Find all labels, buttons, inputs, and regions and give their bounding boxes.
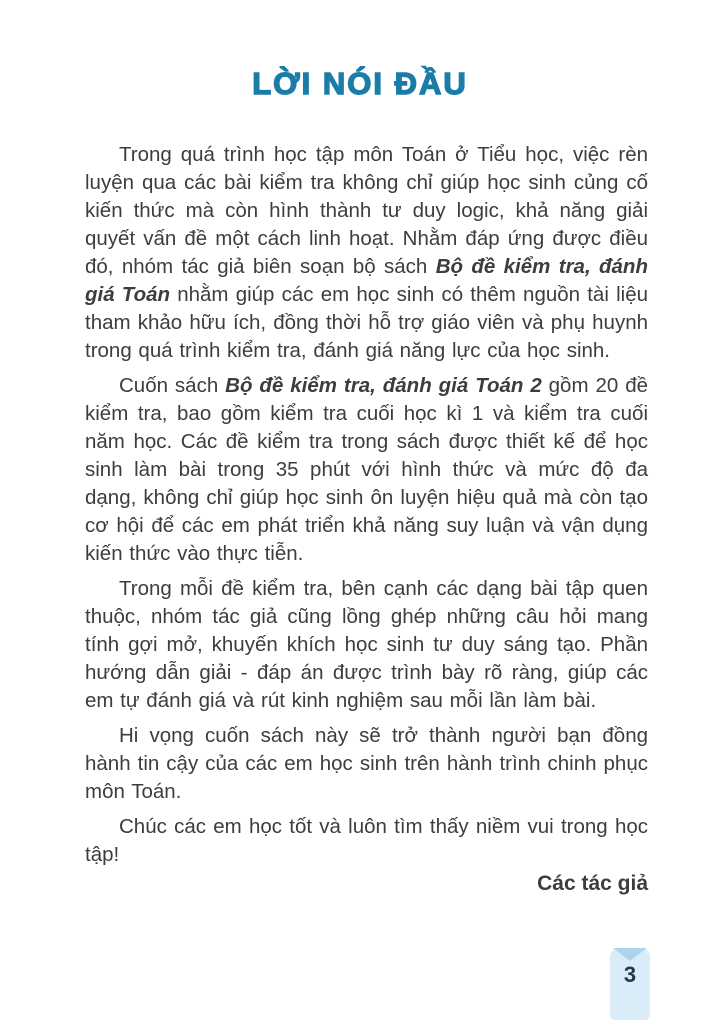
text-segment: Bộ đề kiểm tra, đánh giá Toán bbox=[85, 255, 648, 306]
paragraph bbox=[85, 372, 648, 568]
preface-body bbox=[85, 141, 648, 876]
page-number-tab bbox=[610, 948, 650, 1020]
text-segment: Cuốn sách bbox=[119, 374, 226, 397]
text-segment: Bộ đề kiểm tra, đánh giá Toán 2 bbox=[225, 374, 542, 397]
chevron-down-icon bbox=[613, 948, 647, 961]
paragraph bbox=[85, 813, 648, 869]
text-segment: Chúc các em học tốt và luôn tìm thấy niềm vui trong học tập! bbox=[85, 815, 648, 866]
text-segment: Hi vọng cuốn sách này sẽ trở thành người bạn đồng hành tin cậy của các em học sinh trên hành trình chinh phục môn Toán. bbox=[85, 724, 648, 803]
text-segment: gồm 20 đề kiểm tra, bao gồm kiểm tra cuối học kì 1 và kiểm tra cuối năm học. Các đề kiểm tra trong sách được thiết kế để học sinh làm bài trong 35 phút với hình thức và mức độ đa dạng, không chỉ giúp học sinh ôn luyện hiệu quả mà còn tạo cơ hội để các em phát triển khả năng suy luận và vận dụng kiến thức vào thực tiễn. bbox=[85, 374, 648, 565]
text-segment: Trong quá trình học tập môn Toán ở Tiểu học, việc rèn luyện qua các bài kiểm tra không chỉ giúp học sinh củng cố kiến thức mà còn hình thành tư duy logic, khả năng giải quyết vấn đề một cách linh hoạt. Nhằm đáp ứng được điều đó, nhóm tác giả biên soạn bộ sách bbox=[85, 143, 648, 278]
page-title: LỜI NÓI ĐẦU bbox=[252, 66, 468, 101]
authors-signature: Các tác giả bbox=[537, 872, 648, 895]
text-segment: nhằm giúp các em học sinh có thêm nguồn tài liệu tham khảo hữu ích, đồng thời hỗ trợ giáo viên và phụ huynh trong quá trình kiểm tra, đánh giá năng lực của học sinh. bbox=[85, 283, 648, 362]
text-segment: Trong mỗi đề kiểm tra, bên cạnh các dạng bài tập quen thuộc, nhóm tác giả cũng lồng ghép những câu hỏi mang tính gợi mở, khuyến khích học sinh tư duy sáng tạo. Phần hướng dẫn giải - đáp án được trình bày rõ ràng, giúp các em tự đánh giá và rút kinh nghiệm sau mỗi lần làm bài. bbox=[85, 577, 648, 712]
paragraph bbox=[85, 722, 648, 806]
paragraph bbox=[85, 575, 648, 715]
page-number: 3 bbox=[623, 962, 637, 987]
paragraph bbox=[85, 141, 648, 365]
